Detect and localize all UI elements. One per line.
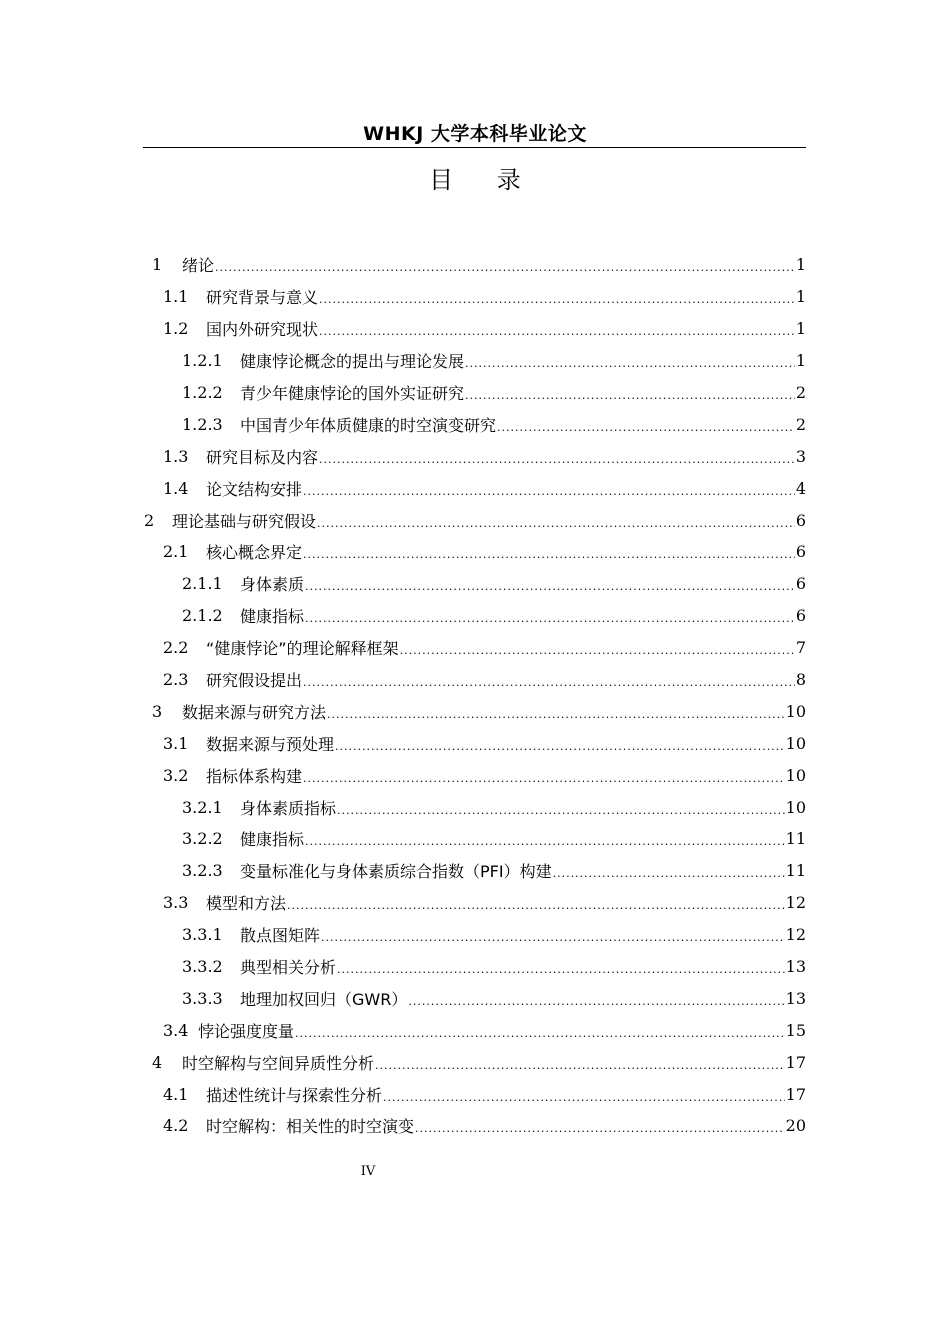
toc-entry[interactable] (0, 919, 950, 951)
toc-entry[interactable] (0, 695, 950, 727)
toc-entry-number: 2.1.2 (182, 606, 223, 626)
toc-entry-number: 3.1 (163, 733, 189, 753)
toc-entry-title: 数据来源与研究方法 (182, 702, 327, 722)
toc-dot-leader (321, 931, 785, 944)
toc-entry[interactable] (0, 568, 950, 600)
table-of-contents (0, 249, 950, 1142)
toc-entry-title: 悖论强度度量 (198, 1021, 295, 1041)
toc-dot-leader (327, 708, 785, 721)
toc-entry-title: 时空解构：相关性的时空演变 (206, 1117, 415, 1137)
toc-dot-leader (408, 995, 784, 1008)
toc-entry[interactable] (0, 600, 950, 632)
toc-entry[interactable] (0, 1078, 950, 1110)
toc-entry-title: 研究假设提出 (206, 671, 303, 691)
toc-entry-page: 10 (785, 797, 806, 817)
toc-entry-number: 2 (144, 510, 155, 530)
toc-entry[interactable] (0, 249, 950, 281)
toc-entry-number: 1.3 (163, 446, 189, 466)
toc-entry-number: 1.1 (163, 287, 189, 307)
toc-entry-number: 2.2 (163, 638, 189, 658)
toc-entry-page: 12 (785, 925, 806, 945)
toc-entry-page: 2 (795, 383, 806, 402)
toc-entry[interactable] (0, 951, 950, 983)
header-divider (143, 147, 806, 148)
toc-entry-number: 3.2.2 (182, 829, 223, 849)
toc-entry-number: 1.2.1 (182, 351, 223, 371)
toc-entry-number: 1 (152, 255, 163, 275)
toc-entry[interactable] (0, 823, 950, 855)
toc-entry-number: 3.2.3 (182, 861, 223, 881)
toc-entry[interactable] (0, 887, 950, 919)
toc-entry[interactable] (0, 791, 950, 823)
toc-entry-page: 1 (795, 287, 806, 307)
toc-entry-page: 3 (795, 446, 806, 466)
toc-entry-page: 7 (795, 638, 806, 658)
toc-entry-title: 论文结构安排 (206, 479, 303, 499)
toc-entry-title: 散点图矩阵 (240, 926, 321, 946)
toc-dot-leader (497, 421, 795, 434)
toc-entry[interactable] (0, 345, 950, 377)
toc-entry-number: 3.4 (163, 1020, 189, 1040)
toc-dot-leader (375, 1059, 785, 1072)
toc-entry-page: 4 (795, 478, 806, 498)
toc-entry-page: 12 (785, 893, 806, 913)
toc-entry-title: 研究背景与意义 (206, 288, 319, 308)
toc-dot-leader (400, 644, 795, 657)
toc-entry-number: 1.2 (163, 319, 189, 339)
toc-entry[interactable] (0, 281, 950, 313)
toc-dot-leader (287, 899, 785, 912)
toc-dot-leader (295, 1027, 785, 1040)
toc-entry-page: 6 (795, 542, 806, 562)
toc-dot-leader (215, 261, 795, 274)
toc-entry-title: 中国青少年体质健康的时空演变研究 (240, 415, 497, 435)
toc-entry-title: 健康指标 (240, 607, 305, 627)
toc-entry[interactable] (0, 1014, 950, 1046)
toc-entry-number: 4 (152, 1052, 163, 1072)
toc-entry-title: 理论基础与研究假设 (172, 511, 317, 531)
toc-entry-page: 6 (795, 606, 806, 626)
toc-entry-page: 17 (785, 1052, 806, 1072)
toc-dot-leader (317, 517, 795, 530)
toc-entry-title: 青少年健康悖论的国外实证研究 (240, 384, 465, 403)
toc-entry[interactable] (0, 440, 950, 472)
toc-entry-page: 17 (785, 1084, 806, 1104)
toc-entry-title: 核心概念界定 (206, 543, 303, 563)
toc-entry-page: 10 (785, 701, 806, 721)
toc-entry-title: 指标体系构建 (206, 766, 303, 786)
toc-entry-number: 3.2 (163, 765, 189, 785)
toc-dot-leader (319, 453, 795, 466)
toc-entry-number: 3.3.1 (182, 925, 223, 945)
toc-entry-page: 20 (785, 1116, 806, 1136)
toc-dot-leader (305, 580, 795, 593)
toc-dot-leader (319, 293, 795, 306)
toc-dot-leader (303, 772, 785, 785)
toc-dot-leader (337, 804, 785, 817)
toc-entry-title: 国内外研究现状 (206, 320, 319, 340)
toc-heading: 目 录 (429, 166, 539, 194)
toc-entry-page: 10 (785, 765, 806, 785)
toc-entry-title: 模型和方法 (206, 894, 287, 914)
thesis-header-title: WHKJ 大学本科毕业论文 (363, 123, 587, 145)
toc-entry[interactable] (0, 504, 950, 536)
toc-entry-page: 11 (785, 861, 806, 881)
toc-entry[interactable] (0, 536, 950, 568)
toc-entry-page: 13 (785, 988, 806, 1008)
toc-dot-leader (305, 612, 795, 625)
toc-entry-page: 15 (785, 1020, 806, 1040)
toc-entry-number: 2.3 (163, 670, 189, 690)
toc-entry-number: 1.2.2 (182, 383, 223, 402)
toc-entry-page: 1 (795, 351, 806, 371)
toc-entry-number: 2.1.1 (182, 574, 223, 594)
toc-dot-leader (305, 835, 785, 848)
toc-entry-title: 健康悖论概念的提出与理论发展 (240, 352, 465, 372)
toc-dot-leader (337, 963, 785, 976)
toc-dot-leader (553, 867, 785, 880)
toc-entry-page: 2 (795, 414, 806, 434)
toc-entry[interactable] (0, 408, 950, 440)
toc-entry[interactable] (0, 632, 950, 664)
toc-entry-title: 描述性统计与探索性分析 (206, 1085, 383, 1105)
toc-entry[interactable] (0, 982, 950, 1014)
toc-entry-number: 1.2.3 (182, 414, 223, 434)
toc-entry-number: 3.3 (163, 893, 189, 913)
toc-entry-title: 数据来源与预处理 (206, 734, 335, 754)
toc-entry-number: 2.1 (163, 542, 189, 562)
toc-entry-number: 4.2 (163, 1116, 189, 1136)
toc-entry-title: 典型相关分析 (240, 958, 337, 978)
toc-entry-title: 变量标准化与身体素质综合指数（PFI）构建 (240, 862, 552, 882)
toc-dot-leader (415, 1122, 785, 1135)
toc-entry-title: 研究目标及内容 (206, 447, 319, 467)
toc-entry[interactable] (0, 727, 950, 759)
footer-page-number: IV (360, 1164, 376, 1179)
toc-entry[interactable] (0, 1046, 950, 1078)
toc-entry-page: 6 (795, 574, 806, 594)
toc-entry[interactable] (0, 759, 950, 791)
toc-entry-page: 13 (785, 957, 806, 977)
toc-entry-number: 3 (152, 701, 163, 721)
toc-entry-page: 6 (795, 510, 806, 530)
toc-entry-title: “健康悖论”的理论解释框架 (206, 639, 399, 659)
toc-dot-leader (383, 1091, 785, 1104)
toc-entry[interactable] (0, 664, 950, 696)
toc-entry-page: 1 (795, 319, 806, 339)
toc-entry-page: 11 (785, 829, 806, 849)
toc-dot-leader (465, 357, 795, 370)
toc-entry-number: 3.3.2 (182, 957, 223, 977)
toc-entry-number: 3.2.1 (182, 797, 223, 817)
toc-entry-page: 10 (785, 733, 806, 753)
toc-entry[interactable] (0, 1110, 950, 1142)
toc-dot-leader (303, 548, 795, 561)
toc-dot-leader (465, 389, 795, 402)
toc-entry-page: 1 (795, 255, 806, 275)
toc-entry-title: 身体素质 (240, 575, 305, 595)
toc-dot-leader (303, 676, 795, 689)
toc-entry[interactable] (0, 313, 950, 345)
toc-entry-number: 1.4 (163, 478, 189, 498)
toc-dot-leader (319, 325, 795, 338)
toc-entry-number: 4.1 (163, 1084, 189, 1104)
toc-entry-title: 时空解构与空间异质性分析 (182, 1053, 375, 1073)
toc-entry-number: 3.3.3 (182, 988, 223, 1008)
toc-entry-title: 健康指标 (240, 830, 305, 850)
toc-entry[interactable] (0, 855, 950, 887)
toc-entry-title: 身体素质指标 (240, 798, 337, 818)
toc-dot-leader (335, 740, 785, 753)
toc-dot-leader (303, 485, 795, 498)
toc-entry-page: 8 (795, 670, 806, 690)
toc-entry-title: 绪论 (182, 256, 215, 276)
toc-entry-title: 地理加权回归（GWR） (240, 989, 408, 1009)
toc-entry[interactable] (0, 377, 950, 409)
toc-entry[interactable] (0, 472, 950, 504)
